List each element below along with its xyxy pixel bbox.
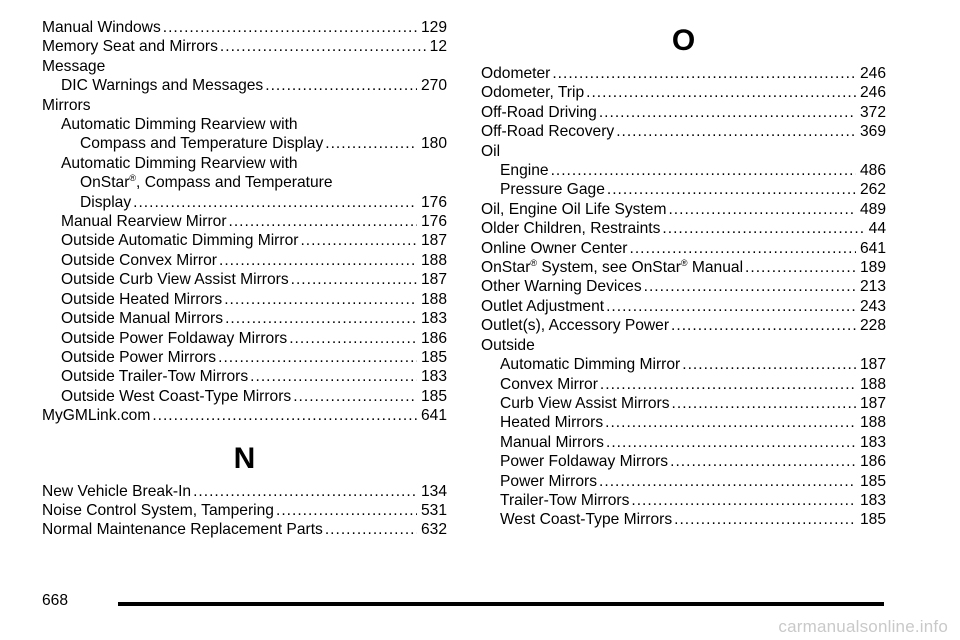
index-entry-text: Outlet(s), Accessory Power	[481, 317, 670, 335]
index-entry-text: System, see OnStar	[537, 259, 681, 277]
dot-leader	[631, 491, 856, 510]
dot-leader	[265, 76, 417, 95]
index-entry	[481, 297, 886, 316]
index-entry-label	[500, 413, 603, 432]
index-entry-text: Manual Mirrors	[500, 433, 604, 451]
index-entry-text: Pressure Gage	[500, 181, 605, 199]
page-reference: 186	[859, 453, 886, 471]
page-reference: 189	[859, 259, 886, 277]
index-entry-label	[80, 134, 323, 153]
index-entry	[481, 200, 886, 219]
index-entry	[481, 375, 886, 394]
dot-leader	[605, 413, 856, 432]
index-entry	[481, 219, 886, 238]
index-entry-label	[481, 297, 604, 316]
dot-leader	[672, 394, 856, 413]
index-entry-label	[61, 76, 263, 95]
index-heading-label: Message	[42, 57, 106, 75]
dot-leader	[670, 452, 856, 471]
page-reference: 185	[859, 472, 886, 490]
index-entry-label	[80, 193, 131, 212]
index-entry-label	[481, 316, 669, 335]
index-entry-text: OnStar	[481, 259, 531, 277]
index-entry-label	[500, 433, 604, 452]
dot-leader	[662, 219, 864, 238]
index-entry-text: Automatic Dimming Mirror	[500, 356, 681, 374]
index-entry	[481, 355, 886, 374]
index-entry-text: Memory Seat and Mirrors	[42, 38, 218, 56]
index-entry-text: Display	[80, 193, 132, 211]
index-entry-text: Engine	[500, 162, 549, 180]
index-entry-label	[500, 161, 549, 180]
index-entry	[481, 239, 886, 258]
index-entry-text: Older Children, Restraints	[481, 220, 661, 238]
page-reference: 183	[420, 368, 447, 386]
index-entry	[42, 270, 447, 289]
index-entry-text: Manual Rearview Mirror	[61, 213, 227, 231]
index-entry-label	[481, 122, 614, 141]
index-entry	[481, 83, 886, 102]
index-entry-label	[61, 212, 227, 231]
index-entry-label	[500, 355, 680, 374]
index-entry-label	[500, 180, 605, 199]
index-entry-label	[61, 348, 216, 367]
index-entry	[481, 491, 886, 510]
index-entry-text: Oil, Engine Oil Life System	[481, 200, 667, 218]
dot-leader	[629, 239, 855, 258]
index-heading	[481, 336, 886, 355]
page-reference: 243	[859, 297, 886, 315]
index-entry	[481, 64, 886, 83]
index-entry-label	[42, 406, 150, 425]
index-entry-text: Outside Power Foldaway Mirrors	[61, 329, 288, 347]
page-reference: 187	[420, 271, 447, 289]
index-entry-label	[481, 200, 666, 219]
index-heading-label: Outside	[481, 336, 535, 354]
index-entry-label	[42, 37, 218, 56]
dot-leader	[682, 355, 856, 374]
page-reference: 489	[859, 200, 886, 218]
index-entry	[42, 387, 447, 406]
index-heading	[481, 142, 886, 161]
index-entry-text: Compass and Temperature Display	[80, 135, 324, 153]
page-reference: 632	[420, 521, 447, 539]
dot-leader	[218, 348, 417, 367]
index-entry	[42, 367, 447, 386]
page-reference: 531	[420, 501, 447, 519]
index-entry	[42, 134, 447, 153]
index-entry	[42, 309, 447, 328]
index-entry-text: Normal Maintenance Replacement Parts	[42, 521, 323, 539]
index-entry-text: Noise Control System, Tampering	[42, 501, 274, 519]
index-entry	[481, 413, 886, 432]
index-entry-label	[481, 239, 627, 258]
index-entry-text: Online Owner Center	[481, 239, 628, 257]
registered-mark: ®	[680, 258, 688, 269]
dot-leader	[668, 200, 856, 219]
page-reference: 188	[859, 375, 886, 393]
page-number: 668	[42, 592, 69, 609]
dot-leader	[586, 83, 856, 102]
page-reference: 187	[859, 356, 886, 374]
index-entry-label	[42, 501, 274, 520]
dot-leader	[745, 258, 856, 277]
dot-leader	[250, 367, 417, 386]
index-heading-label: , Compass and Temperature	[136, 174, 333, 192]
index-entry-label	[61, 367, 248, 386]
dot-leader	[606, 297, 856, 316]
index-entry-label	[61, 387, 291, 406]
page-reference: 188	[420, 290, 447, 308]
index-entry-text: Trailer-Tow Mirrors	[500, 491, 630, 509]
page-reference: 176	[420, 213, 447, 231]
dot-leader	[644, 277, 856, 296]
index-entry-text: Other Warning Devices	[481, 278, 642, 296]
page-reference: 213	[859, 278, 886, 296]
index-entry-label	[500, 375, 598, 394]
index-entry-label	[481, 83, 584, 102]
index-entry	[481, 394, 886, 413]
index-entry	[42, 520, 447, 539]
page-reference: 228	[859, 317, 886, 335]
index-entry-text: Outside Heated Mirrors	[61, 290, 223, 308]
index-entry	[42, 37, 447, 56]
index-heading	[42, 115, 447, 134]
page-reference: 183	[420, 310, 447, 328]
index-entry-label	[61, 231, 298, 250]
index-entry-text: Odometer	[481, 65, 551, 82]
dot-leader	[551, 161, 856, 180]
page-reference: 44	[868, 220, 886, 238]
index-entry	[481, 433, 886, 452]
index-heading-label: Automatic Dimming Rearview with	[61, 154, 298, 172]
dot-leader	[325, 134, 417, 153]
index-entry-label	[61, 290, 222, 309]
index-entry	[42, 212, 447, 231]
index-entry-label	[481, 277, 642, 296]
index-entry	[481, 472, 886, 491]
index-entry	[42, 482, 447, 501]
index-entry-label	[42, 18, 161, 37]
index-entry-text: Power Mirrors	[500, 472, 598, 490]
index-entry	[42, 18, 447, 37]
dot-leader	[600, 375, 856, 394]
page-reference: 369	[859, 123, 886, 141]
index-entry	[42, 193, 447, 212]
dot-leader	[599, 472, 856, 491]
dot-leader	[607, 180, 856, 199]
index-entry-text: Outside West Coast-Type Mirrors	[61, 387, 292, 405]
index-entry	[481, 510, 886, 529]
index-entry-text: Outside Trailer-Tow Mirrors	[61, 368, 249, 386]
page-reference: 185	[420, 348, 447, 366]
dot-leader	[220, 37, 426, 56]
page-reference: 372	[859, 103, 886, 121]
index-entry-text: Off-Road Driving	[481, 103, 597, 121]
section-letter: N	[233, 441, 256, 475]
index-entry-label	[481, 258, 743, 277]
page-reference: 129	[420, 19, 447, 36]
page-reference: 246	[859, 84, 886, 102]
index-column-right	[481, 18, 886, 530]
index-entry-text: Outside Curb View Assist Mirrors	[61, 271, 289, 289]
index-entry-label	[481, 103, 597, 122]
page-reference: 134	[420, 482, 447, 500]
index-entry-text: DIC Warnings and Messages	[61, 77, 264, 95]
page-reference: 486	[859, 162, 886, 180]
index-entry-text: Manual	[687, 259, 744, 277]
index-heading-label: Automatic Dimming Rearview with	[61, 116, 298, 134]
index-entry	[481, 161, 886, 180]
page-reference: 188	[859, 414, 886, 432]
index-entry-label	[42, 482, 191, 501]
index-entry	[42, 348, 447, 367]
index-entry-text: MyGMLink.com	[42, 407, 151, 425]
index-entry-label	[500, 452, 668, 471]
index-entry-text: Power Foldaway Mirrors	[500, 453, 669, 471]
page-reference: 188	[420, 251, 447, 269]
dot-leader	[224, 290, 417, 309]
registered-mark: ®	[129, 173, 137, 184]
index-entry-label	[500, 491, 629, 510]
registered-mark: ®	[530, 258, 538, 269]
page-reference: 262	[859, 181, 886, 199]
dot-leader	[606, 433, 856, 452]
index-heading-label: OnStar	[80, 174, 130, 192]
index-entry	[42, 329, 447, 348]
index-heading-label: Mirrors	[42, 96, 91, 114]
index-entry	[42, 231, 447, 250]
page-reference: 187	[859, 394, 886, 412]
index-heading	[42, 173, 447, 192]
page-reference: 187	[420, 232, 447, 250]
page-reference: 641	[859, 239, 886, 257]
index-entry-label	[500, 394, 670, 413]
page-reference: 246	[859, 65, 886, 82]
index-entry-text: Odometer, Trip	[481, 84, 585, 102]
dot-leader	[152, 406, 417, 425]
index-entry-text: New Vehicle Break-In	[42, 482, 192, 500]
index-entry-text: Outside Power Mirrors	[61, 348, 217, 366]
dot-leader	[225, 309, 417, 328]
index-entry	[481, 316, 886, 335]
index-entry-text: Outlet Adjustment	[481, 297, 605, 315]
index-entry-text: Off-Road Recovery	[481, 123, 615, 141]
index-entry	[481, 103, 886, 122]
section-letter: O	[671, 24, 696, 57]
index-entry-text: Manual Windows	[42, 19, 161, 36]
index-entry-label	[500, 472, 597, 491]
page-reference: 180	[420, 135, 447, 153]
footer-rule	[118, 602, 884, 606]
dot-leader	[616, 122, 856, 141]
index-entry-text: Outside Manual Mirrors	[61, 310, 224, 328]
index-entry	[481, 452, 886, 471]
index-entry	[481, 258, 886, 277]
dot-leader	[300, 231, 417, 250]
dot-leader	[229, 212, 417, 231]
index-entry-text: Convex Mirror	[500, 375, 598, 393]
page-reference: 641	[420, 407, 447, 425]
dot-leader	[293, 387, 417, 406]
index-entry	[42, 290, 447, 309]
dot-leader	[671, 316, 856, 335]
dot-leader	[163, 18, 417, 37]
dot-leader	[219, 251, 417, 270]
dot-leader	[325, 520, 417, 539]
index-heading	[42, 96, 447, 115]
index-entry-label	[61, 251, 217, 270]
index-entry-text: Outside Convex Mirror	[61, 251, 217, 269]
index-entry-label	[481, 64, 550, 83]
index-entry-text: Heated Mirrors	[500, 414, 604, 432]
index-entry	[42, 251, 447, 270]
index-heading	[42, 57, 447, 76]
index-entry	[481, 180, 886, 199]
index-entry-label	[500, 510, 672, 529]
index-entry-text: Outside Automatic Dimming Mirror	[61, 232, 299, 250]
index-entry-label	[481, 219, 660, 238]
index-entry	[42, 501, 447, 520]
dot-leader	[291, 270, 417, 289]
dot-leader	[133, 193, 417, 212]
index-entry-text: West Coast-Type Mirrors	[500, 511, 673, 529]
dot-leader	[289, 329, 417, 348]
page-reference: 270	[420, 77, 447, 95]
index-entry-text: Curb View Assist Mirrors	[500, 394, 670, 412]
page-reference: 183	[859, 433, 886, 451]
index-heading	[42, 154, 447, 173]
index-entry	[42, 76, 447, 95]
dot-leader	[193, 482, 417, 501]
index-entry	[42, 406, 447, 425]
page-reference: 185	[420, 387, 447, 405]
index-entry-label	[42, 520, 323, 539]
page-reference: 186	[420, 329, 447, 347]
index-entry	[481, 277, 886, 296]
page-reference: 185	[859, 511, 886, 529]
page-reference: 183	[859, 491, 886, 509]
index-heading-label: Oil	[481, 142, 501, 160]
dot-leader	[599, 103, 856, 122]
index-entry-label	[61, 309, 223, 328]
index-entry-label	[61, 329, 287, 348]
watermark: carmanualsonline.info	[778, 617, 948, 636]
page-reference: 12	[429, 38, 447, 56]
dot-leader	[276, 501, 417, 520]
index-entry-label	[61, 270, 289, 289]
index-entry	[481, 122, 886, 141]
dot-leader	[674, 510, 856, 529]
page-reference: 176	[420, 193, 447, 211]
index-column-left	[42, 18, 447, 540]
dot-leader	[552, 64, 856, 83]
